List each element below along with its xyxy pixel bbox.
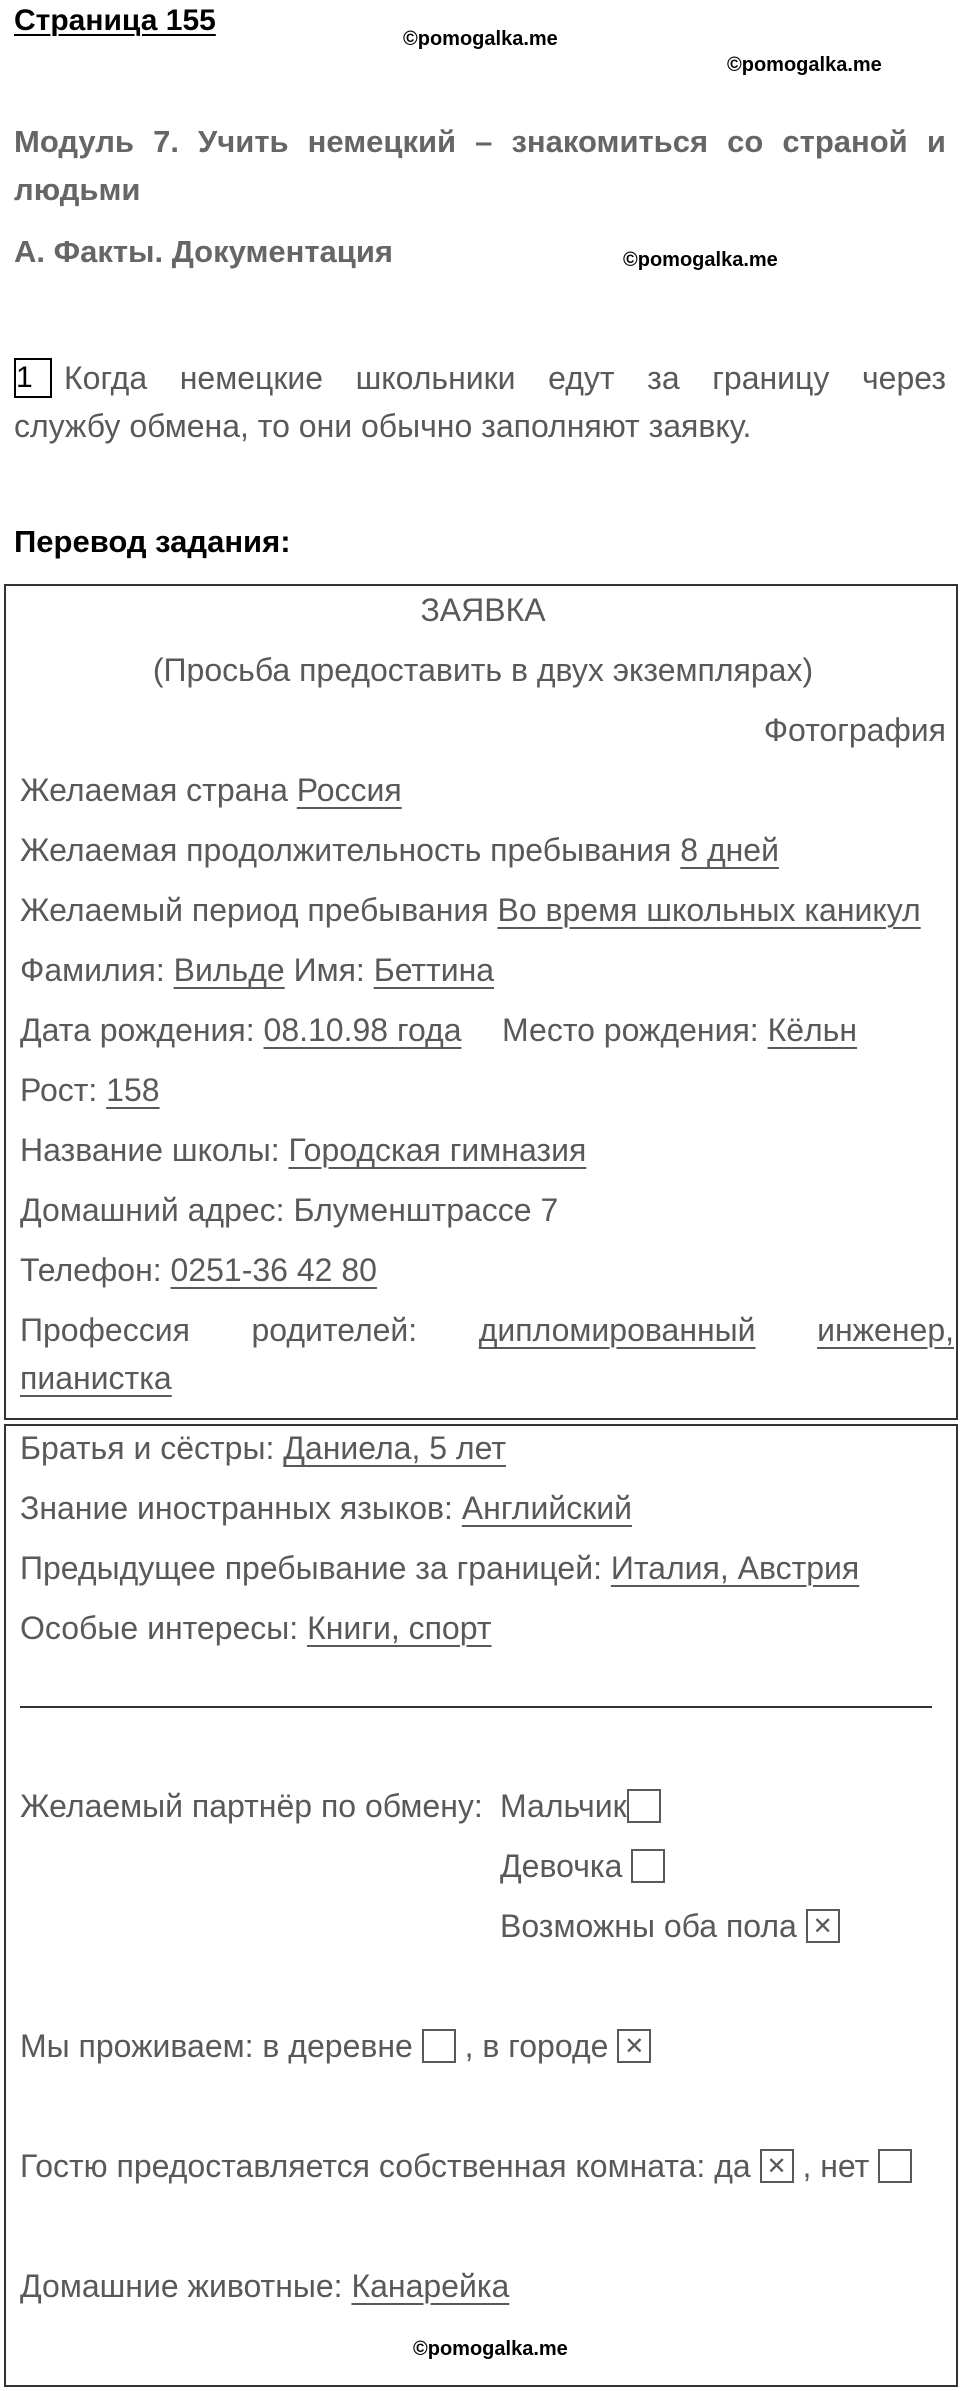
phone-label: Телефон:: [20, 1252, 171, 1288]
room-label: Гостю предоставляется собственная комната: да: [20, 2148, 751, 2184]
parents-value-2: инженер,: [817, 1312, 954, 1348]
partner-option-label: Возможны оба пола: [500, 1908, 797, 1944]
duration-row: [20, 832, 779, 869]
height-value: 158: [106, 1072, 160, 1108]
translation-heading: Перевод задания:: [14, 524, 291, 559]
living-city-label: , в городе: [464, 2028, 609, 2064]
abroad-row: [20, 1550, 859, 1587]
name-row: [20, 952, 494, 989]
room-no-label: , нет: [802, 2148, 870, 2184]
school-row: [20, 1132, 586, 1169]
interests-row: [20, 1610, 491, 1647]
partner-option-label: Девочка: [500, 1848, 623, 1884]
languages-row: [20, 1490, 632, 1527]
application-form-page1: [4, 584, 958, 1420]
partner-option-label: Мальчик: [500, 1788, 627, 1824]
surname-label: Фамилия:: [20, 952, 174, 988]
school-value: Городская гимназия: [288, 1132, 587, 1168]
form-title: ЗАЯВКА: [420, 592, 546, 628]
period-row: [20, 892, 921, 929]
name-label: Имя:: [284, 952, 374, 988]
checkbox-girl[interactable]: [631, 1849, 665, 1883]
living-row: [20, 2028, 651, 2065]
checkbox-village[interactable]: [422, 2029, 456, 2063]
surname-value: Вильде: [173, 952, 285, 988]
module-title-word: со: [727, 124, 764, 159]
duration-label: Желаемая продолжительность пребывания: [20, 832, 681, 868]
name-value: Беттина: [373, 952, 495, 988]
task-text: Когда немецкие школьники едут за границу через: [64, 360, 946, 396]
birthdate-row: [20, 1012, 462, 1049]
birthplace-row: [502, 1012, 857, 1049]
partner-label: Желаемый партнёр по обмену:: [20, 1788, 483, 1824]
country-row: [20, 772, 402, 809]
parents-label-2: родителей:: [251, 1312, 418, 1348]
checkbox-both[interactable]: [806, 1909, 840, 1943]
watermark: ©pomogalka.me: [403, 28, 558, 50]
task-text-line2: службу обмена, то они обычно заполняют заявку.: [14, 408, 752, 444]
section-title: А. Факты. Документация: [14, 234, 393, 269]
pets-value: Канарейка: [351, 2268, 510, 2304]
country-label: Желаемая страна: [20, 772, 297, 808]
module-title-word: Учить: [198, 124, 289, 159]
application-form-page2: [4, 1424, 958, 2387]
abroad-value: Италия, Австрия: [610, 1550, 860, 1586]
module-title-word: и: [926, 124, 946, 159]
siblings-row: [20, 1430, 506, 1467]
pets-row: [20, 2268, 509, 2305]
languages-label: Знание иностранных языков:: [20, 1490, 462, 1526]
living-label: Мы проживаем: в деревне: [20, 2028, 413, 2064]
parents-label-1: Профессия: [20, 1312, 190, 1348]
height-label: Рост:: [20, 1072, 107, 1108]
watermark: ©pomogalka.me: [727, 54, 882, 76]
module-title-word: немецкий: [307, 124, 457, 159]
height-row: [20, 1072, 160, 1109]
partner-option-boy: [500, 1788, 661, 1825]
birthplace-label: Место рождения:: [502, 1012, 768, 1048]
interests-label: Особые интересы:: [20, 1610, 308, 1646]
module-title-line2: людьми: [14, 172, 141, 207]
module-title-word: –: [475, 124, 493, 159]
partner-option-both: [500, 1908, 840, 1945]
parents-value-3: пианистка: [20, 1360, 172, 1396]
form-subtitle: (Просьба предоставить в двух экземплярах): [152, 652, 814, 688]
parents-row: [20, 1312, 954, 1349]
parents-value-1: дипломированный: [478, 1312, 756, 1348]
birthdate-value: 08.10.98 года: [263, 1012, 462, 1048]
checkbox-city[interactable]: [617, 2029, 651, 2063]
siblings-value: Даниела, 5 лет: [283, 1430, 506, 1466]
country-value: Россия: [296, 772, 402, 808]
module-title-word: Модуль: [14, 124, 134, 159]
interests-value: Книги, спорт: [307, 1610, 492, 1646]
languages-value: Английский: [461, 1490, 632, 1526]
parents-row-2: [20, 1360, 172, 1397]
address-row: Домашний адрес: Блуменштрассе 7: [20, 1192, 559, 1228]
partner-option-girl: [500, 1848, 665, 1885]
period-label: Желаемый период пребывания: [20, 892, 498, 928]
photo-label: Фотография: [763, 712, 946, 748]
task-number: 1: [14, 358, 52, 398]
room-row: [20, 2148, 912, 2185]
checkbox-boy[interactable]: [627, 1789, 661, 1823]
task-text-line1: [14, 354, 946, 402]
birthdate-label: Дата рождения:: [20, 1012, 264, 1048]
divider-line: [20, 1706, 932, 1708]
school-label: Название школы:: [20, 1132, 289, 1168]
checkbox-room-yes[interactable]: [760, 2149, 794, 2183]
module-title-word: страной: [782, 124, 908, 159]
module-title-word: знакомиться: [511, 124, 709, 159]
duration-value: 8 дней: [680, 832, 779, 868]
birthplace-value: Кёльн: [767, 1012, 858, 1048]
pets-label: Домашние животные:: [20, 2268, 352, 2304]
period-value: Во время школьных каникул: [497, 892, 921, 928]
module-title-line1: [14, 124, 946, 160]
watermark: ©pomogalka.me: [623, 249, 778, 271]
page-title: Страница 155: [14, 4, 216, 37]
watermark: ©pomogalka.me: [413, 2338, 568, 2360]
module-title-word: 7.: [153, 124, 179, 159]
siblings-label: Братья и сёстры:: [20, 1430, 284, 1466]
checkbox-room-no[interactable]: [878, 2149, 912, 2183]
phone-value: 0251-36 42 80: [170, 1252, 377, 1288]
phone-row: [20, 1252, 377, 1289]
abroad-label: Предыдущее пребывание за границей:: [20, 1550, 611, 1586]
